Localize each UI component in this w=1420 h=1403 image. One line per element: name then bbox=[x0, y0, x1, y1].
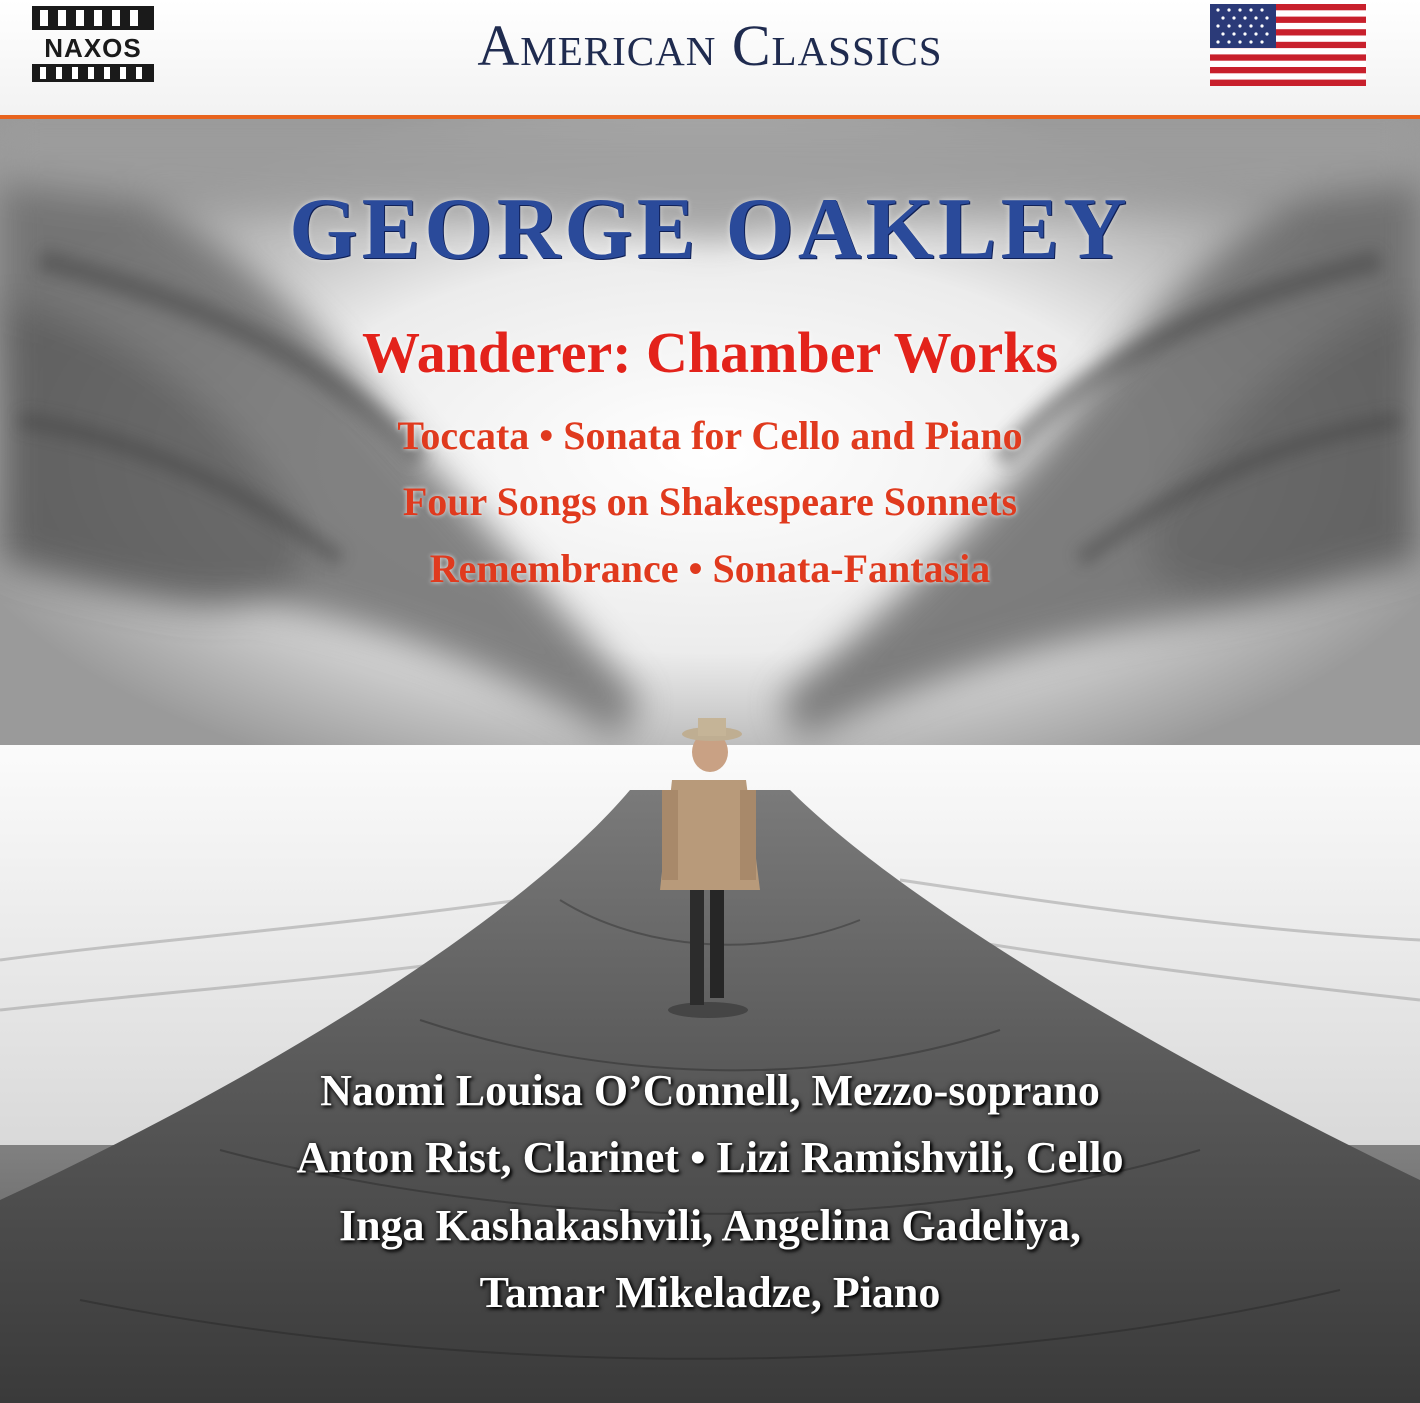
album-title: Wanderer: Chamber Works bbox=[361, 320, 1059, 385]
series-title: American Classics bbox=[477, 13, 943, 78]
performer-line: Inga Kashakashvili, Angelina Gadeliya, bbox=[338, 1201, 1082, 1250]
naxos-wordmark: NAXOS bbox=[44, 33, 142, 63]
us-flag-icon bbox=[1210, 4, 1366, 86]
header-accent-rule bbox=[0, 115, 1420, 119]
performer-line: Tamar Mikeladze, Piano bbox=[479, 1268, 941, 1317]
performer-line: Anton Rist, Clarinet • Lizi Ramishvili, Cello bbox=[296, 1133, 1124, 1182]
works-line: Toccata • Sonata for Cello and Piano bbox=[397, 413, 1023, 458]
works-line: Four Songs on Shakespeare Sonnets bbox=[402, 479, 1018, 524]
performer-line: Naomi Louisa O’Connell, Mezzo-soprano bbox=[320, 1066, 1100, 1115]
works-line: Remembrance • Sonata-Fantasia bbox=[429, 546, 991, 591]
composer-name: GEORGE OAKLEY bbox=[289, 181, 1131, 278]
